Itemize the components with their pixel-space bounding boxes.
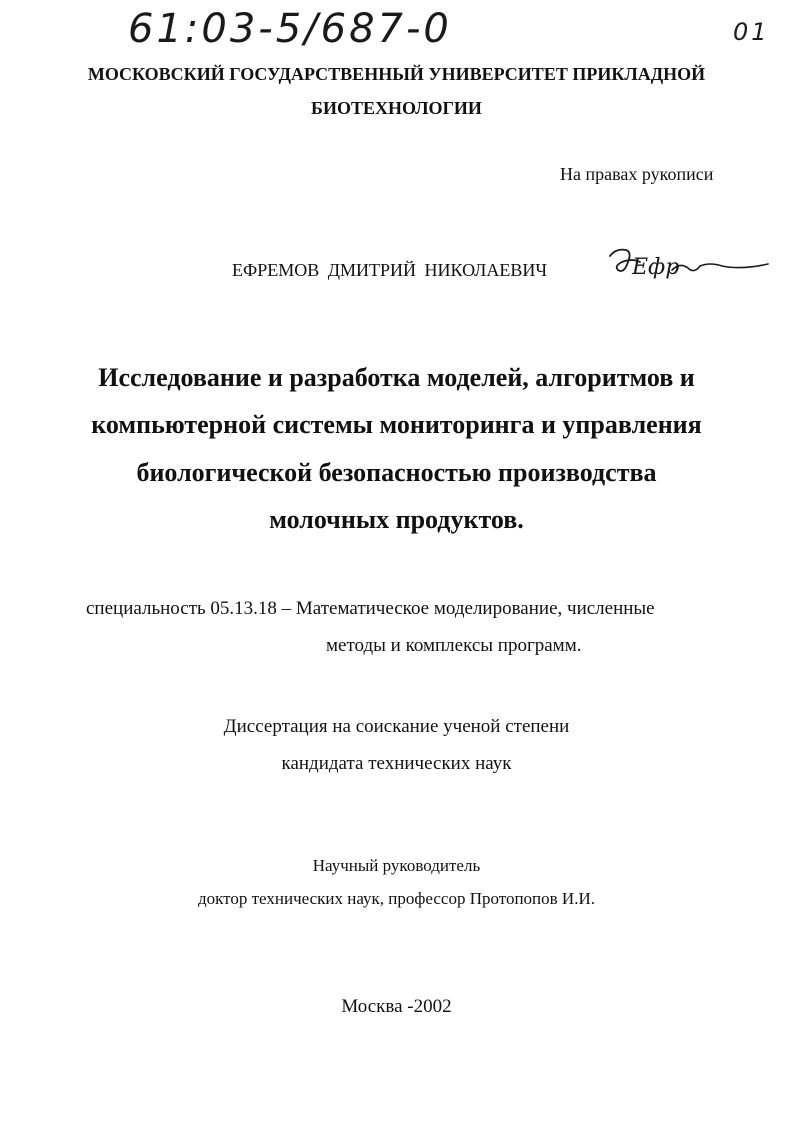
signature-letters: Ефр xyxy=(632,255,680,280)
city-year: Москва -2002 xyxy=(341,996,452,1017)
dissertation-title-line1: Исследование и разработка моделей, алгоритмов и xyxy=(98,363,695,392)
supervisor-name: доктор технических наук, профессор Протопопов И.И. xyxy=(197,889,595,908)
dissertation-title-line4: молочных продуктов. xyxy=(269,505,524,534)
degree-line2: кандидата технических наук xyxy=(281,753,512,774)
handwritten-corner-mark: 01 xyxy=(733,18,770,46)
handwritten-archive-code: 61:03-5/687-0 xyxy=(128,6,452,52)
dissertation-title-line3: биологической безопасностью производства xyxy=(136,458,657,487)
author-signature xyxy=(596,240,771,290)
specialty-line2: методы и комплексы программ. xyxy=(326,635,582,656)
manuscript-rights-note: На правах рукописи xyxy=(560,164,714,184)
author-name: ЕФРЕМОВ ДМИТРИЙ НИКОЛАЕВИЧ xyxy=(232,260,548,280)
dissertation-title-line2: компьютерной системы мониторинга и управления xyxy=(91,410,702,439)
university-name-line1: МОСКОВСКИЙ ГОСУДАРСТВЕННЫЙ УНИВЕРСИТЕТ ПРИКЛАДНОЙ xyxy=(87,64,706,84)
degree-line1: Диссертация на соискание ученой степени xyxy=(223,716,570,737)
university-name-line2: БИОТЕХНОЛОГИИ xyxy=(311,98,482,118)
specialty-line1: специальность 05.13.18 – Математическое моделирование, численные xyxy=(86,598,655,619)
supervisor-heading: Научный руководитель xyxy=(312,856,481,875)
